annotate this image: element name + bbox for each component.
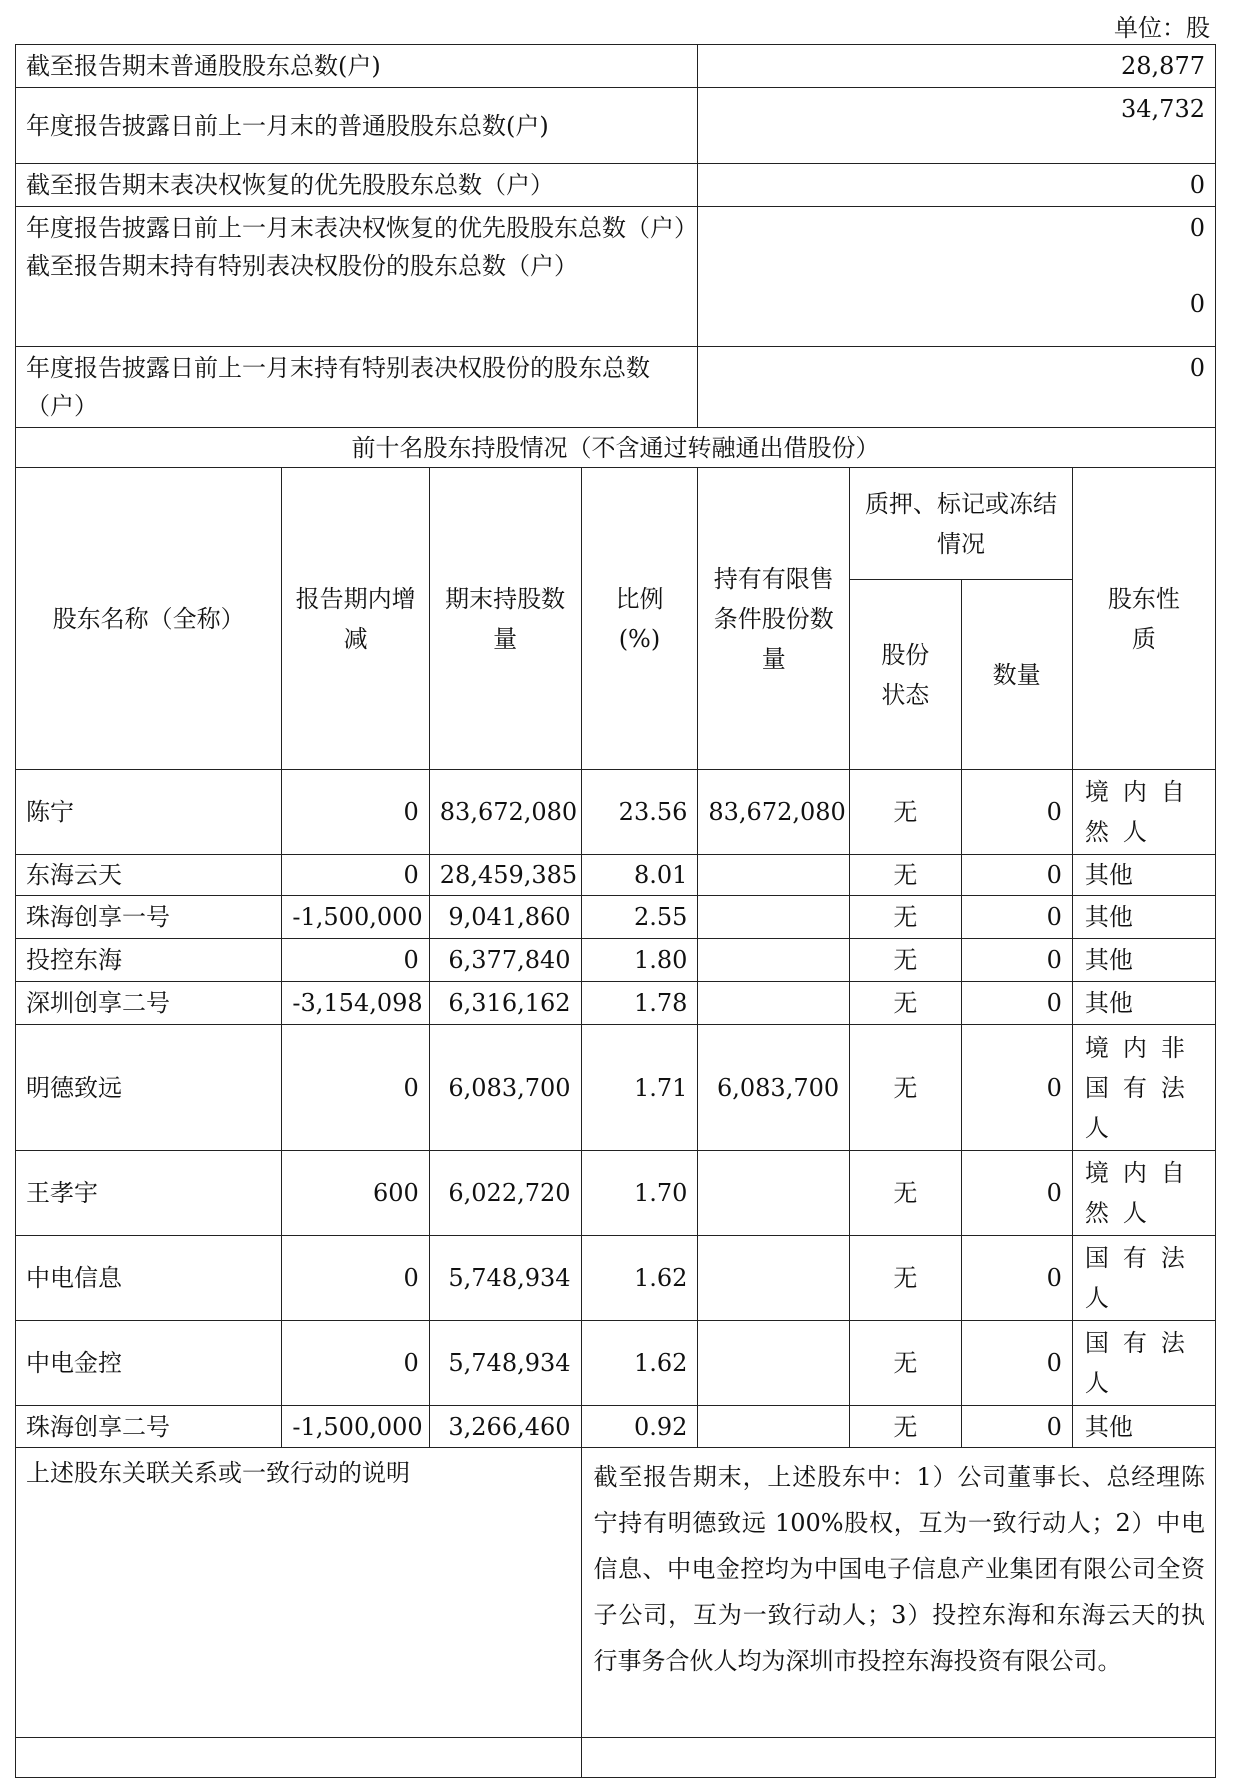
note-row (16, 1448, 1216, 1738)
col-header-nature: 股东性质 (1072, 468, 1215, 770)
cell-qty: 0 (961, 1151, 1072, 1236)
cell-status: 无 (850, 1151, 961, 1236)
cell-change: 0 (282, 770, 429, 855)
note-label: 上述股东关联关系或一致行动的说明 (16, 1448, 582, 1738)
cell-qty: 0 (961, 855, 1072, 896)
cell-restricted: 83,672,080 (698, 770, 850, 855)
summary-value: 0 (698, 164, 1216, 207)
cell-change: 600 (282, 1151, 429, 1236)
section-title: 前十名股东持股情况（不含通过转融通出借股份） (16, 428, 1216, 468)
section-title-row (16, 428, 1216, 468)
cell-name: 珠海创享二号 (16, 1406, 282, 1448)
cell-restricted (698, 1151, 850, 1236)
empty-cell (16, 1738, 582, 1778)
cell-restricted (698, 896, 850, 939)
cell-restricted (698, 1236, 850, 1321)
cell-status: 无 (850, 770, 961, 855)
cell-holding: 3,266,460 (429, 1406, 581, 1448)
table-row (16, 939, 1216, 982)
cell-change: 0 (282, 1236, 429, 1321)
cell-status: 无 (850, 1236, 961, 1321)
cell-restricted: 6,083,700 (698, 1025, 850, 1151)
cell-holding: 5,748,934 (429, 1321, 581, 1406)
cell-change: 0 (282, 855, 429, 896)
col-header-pledge: 质押、标记或冻结情况 (850, 468, 1073, 580)
table-row (16, 1151, 1216, 1236)
summary-label: 截至报告期末表决权恢复的优先股股东总数（户） (16, 164, 698, 207)
cell-name: 王孝宇 (16, 1151, 282, 1236)
cell-restricted (698, 939, 850, 982)
cell-status: 无 (850, 1321, 961, 1406)
cell-ratio: 1.70 (581, 1151, 698, 1236)
cell-nature: 其他 (1072, 1406, 1215, 1448)
cell-qty: 0 (961, 770, 1072, 855)
cell-holding: 9,041,860 (429, 896, 581, 939)
cell-name: 珠海创享一号 (16, 896, 282, 939)
table-row (16, 896, 1216, 939)
cell-name: 中电信息 (16, 1236, 282, 1321)
cell-qty: 0 (961, 982, 1072, 1025)
table-row (16, 1236, 1216, 1321)
summary-row-merged (16, 207, 1216, 347)
cell-holding: 5,748,934 (429, 1236, 581, 1321)
cell-restricted (698, 1321, 850, 1406)
table-row (16, 982, 1216, 1025)
cell-status: 无 (850, 896, 961, 939)
cell-name: 中电金控 (16, 1321, 282, 1406)
cell-holding: 6,316,162 (429, 982, 581, 1025)
cell-status: 无 (850, 1406, 961, 1448)
cell-name: 投控东海 (16, 939, 282, 982)
cell-ratio: 2.55 (581, 896, 698, 939)
cell-status: 无 (850, 1025, 961, 1151)
cell-nature: 其他 (1072, 855, 1215, 896)
summary-value: 34,732 (698, 88, 1216, 164)
unit-label: 单位：股 (1114, 14, 1210, 42)
cell-ratio: 8.01 (581, 855, 698, 896)
cell-holding: 6,022,720 (429, 1151, 581, 1236)
cell-change: 0 (282, 1321, 429, 1406)
cell-nature: 其他 (1072, 939, 1215, 982)
cell-holding: 28,459,385 (429, 855, 581, 896)
col-header-restricted: 持有有限售条件股份数量 (698, 468, 850, 770)
cell-ratio: 1.71 (581, 1025, 698, 1151)
cell-ratio: 23.56 (581, 770, 698, 855)
col-header-change: 报告期内增减 (282, 468, 429, 770)
note-text: 截至报告期末，上述股东中：1）公司董事长、总经理陈宁持有明德致远 100%股权，互为一致行动人；2）中电信息、中电金控均为中国电子信息产业集团有限公司全资子公司，互为一致行动人；3）投控东海和东海云天的执行事务合伙人均为深圳市投控东海投资有限公司。 (581, 1448, 1215, 1738)
col-header-pledge-qty: 数量 (961, 580, 1072, 770)
table-row (16, 855, 1216, 896)
cell-qty: 0 (961, 1236, 1072, 1321)
cell-holding: 6,377,840 (429, 939, 581, 982)
summary-label: 截至报告期末持有特别表决权股份的股东总数（户） (26, 252, 578, 280)
cell-ratio: 0.92 (581, 1406, 698, 1448)
summary-row (16, 164, 1216, 207)
shareholder-table (15, 44, 1216, 1778)
cell-holding: 83,672,080 (429, 770, 581, 855)
col-header-holding: 期末持股数量 (429, 468, 581, 770)
cell-ratio: 1.62 (581, 1236, 698, 1321)
cell-nature: 境内非国有法人 (1072, 1025, 1215, 1151)
header-row (16, 468, 1216, 580)
summary-row (16, 45, 1216, 88)
cell-change: 0 (282, 939, 429, 982)
cell-name: 东海云天 (16, 855, 282, 896)
cell-ratio: 1.78 (581, 982, 698, 1025)
summary-label: 年度报告披露日前上一月末持有特别表决权股份的股东总数（户） (16, 347, 698, 428)
cell-status: 无 (850, 982, 961, 1025)
cell-qty: 0 (961, 896, 1072, 939)
col-header-pledge-status: 股份状态 (850, 580, 961, 770)
cell-qty: 0 (961, 1406, 1072, 1448)
cell-name: 陈宁 (16, 770, 282, 855)
table-row (16, 1025, 1216, 1151)
trailing-row (16, 1738, 1216, 1778)
cell-name: 明德致远 (16, 1025, 282, 1151)
summary-label: 年度报告披露日前上一月末的普通股股东总数(户) (16, 88, 698, 164)
cell-name: 深圳创享二号 (16, 982, 282, 1025)
col-header-name: 股东名称（全称） (16, 468, 282, 770)
summary-label: 截至报告期末普通股股东总数(户) (16, 45, 698, 88)
cell-restricted (698, 982, 850, 1025)
cell-change: -3,154,098 (282, 982, 429, 1025)
cell-ratio: 1.80 (581, 939, 698, 982)
cell-nature: 其他 (1072, 896, 1215, 939)
cell-nature: 境内自然人 (1072, 770, 1215, 855)
cell-status: 无 (850, 855, 961, 896)
cell-holding: 6,083,700 (429, 1025, 581, 1151)
summary-row (16, 88, 1216, 164)
summary-value: 0 (1189, 214, 1205, 242)
cell-restricted (698, 1406, 850, 1448)
cell-nature: 国有法人 (1072, 1236, 1215, 1321)
cell-nature: 国有法人 (1072, 1321, 1215, 1406)
table-row (16, 1321, 1216, 1406)
cell-nature: 境内自然人 (1072, 1151, 1215, 1236)
table-row (16, 770, 1216, 855)
cell-qty: 0 (961, 1321, 1072, 1406)
cell-change: 0 (282, 1025, 429, 1151)
summary-value: 0 (698, 347, 1216, 428)
cell-qty: 0 (961, 1025, 1072, 1151)
col-header-ratio: 比例(%) (581, 468, 698, 770)
summary-row (16, 347, 1216, 428)
cell-nature: 其他 (1072, 982, 1215, 1025)
summary-label: 年度报告披露日前上一月末表决权恢复的优先股股东总数（户） (26, 214, 698, 242)
cell-change: -1,500,000 (282, 896, 429, 939)
cell-restricted (698, 855, 850, 896)
cell-change: -1,500,000 (282, 1406, 429, 1448)
cell-status: 无 (850, 939, 961, 982)
summary-value: 0 (1189, 290, 1205, 318)
empty-cell (581, 1738, 1215, 1778)
cell-ratio: 1.62 (581, 1321, 698, 1406)
cell-qty: 0 (961, 939, 1072, 982)
summary-value: 28,877 (698, 45, 1216, 88)
table-row (16, 1406, 1216, 1448)
